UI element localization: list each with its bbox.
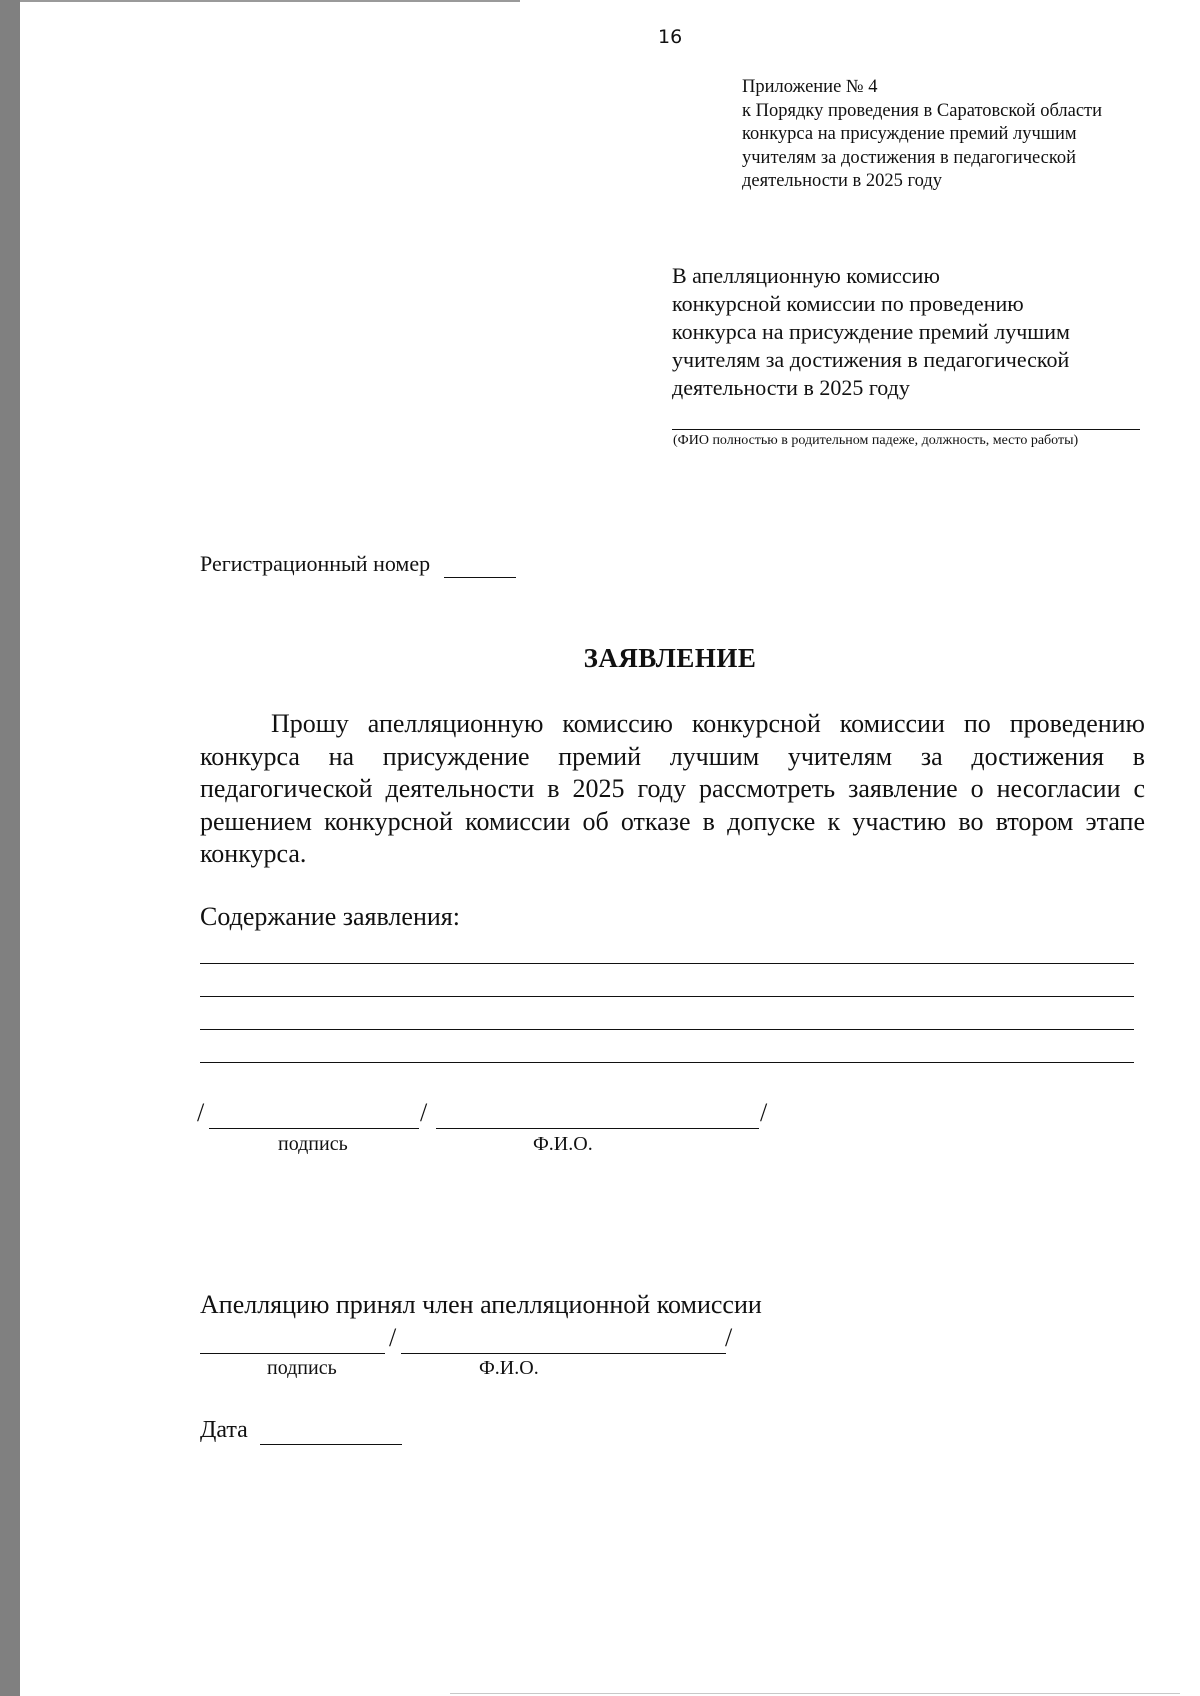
applicant-signature-field[interactable] — [209, 1128, 419, 1129]
slash-separator: / — [725, 1323, 733, 1352]
slash-separator: / — [389, 1323, 397, 1352]
acceptance-label: Апелляцию принял член апелляционной комиссии — [200, 1290, 762, 1319]
acceptance-name-field[interactable] — [401, 1353, 726, 1354]
slash-separator: / — [197, 1098, 205, 1127]
addressee-line: деятельности в 2025 году — [672, 375, 910, 400]
appendix-line: к Порядку проведения в Саратовской области — [742, 100, 1103, 121]
statement-body: Прошу апелляционную комиссию конкурсной комиссии по проведению конкурса на присуждение премий лучшим учителям за достижения в педагогической деятельности в 2025 году рассмотреть заявление о несогласии с решением конкурсной комиссии об отказе в допуске к участию во втором этапе конкурса. — [200, 709, 1145, 868]
addressee-line: конкурсной комиссии по проведению — [672, 291, 1024, 316]
addressee-line: В апелляционную комиссию — [672, 263, 940, 288]
fio-caption: (ФИО полностью в родительном падеже, должность, место работы) — [673, 433, 1079, 448]
addressee-line: учителям за достижения в педагогической — [672, 347, 1070, 372]
content-line-1[interactable] — [200, 963, 1134, 964]
appendix-header — [742, 76, 1182, 194]
appendix-line: деятельности в 2025 году — [742, 171, 943, 191]
date-field[interactable] — [260, 1417, 402, 1445]
addressee-block — [672, 262, 1172, 402]
scan-bottom-edge — [450, 1693, 1180, 1694]
applicant-name-caption: Ф.И.О. — [533, 1133, 593, 1155]
addressee-line: конкурса на присуждение премий лучшим — [672, 319, 1070, 344]
page-number: 16 — [658, 26, 683, 48]
slash-separator: / — [760, 1098, 768, 1127]
registration-number-label: Регистрационный номер — [200, 551, 431, 576]
date-label: Дата — [200, 1417, 248, 1443]
scan-top-edge — [20, 0, 520, 2]
appendix-line: конкурса на присуждение премий лучшим — [742, 124, 1077, 144]
content-line-2[interactable] — [200, 996, 1134, 997]
content-label: Содержание заявления: — [200, 902, 460, 931]
scan-left-margin — [0, 0, 20, 1696]
fio-fill-line[interactable] — [672, 429, 1140, 430]
content-line-3[interactable] — [200, 1029, 1134, 1030]
applicant-signature-caption: подпись — [278, 1133, 348, 1155]
content-line-4[interactable] — [200, 1062, 1134, 1063]
date-row — [200, 1417, 402, 1445]
registration-number-row — [200, 551, 516, 578]
acceptance-signature-caption: подпись — [267, 1357, 337, 1379]
appendix-line: учителям за достижения в педагогической — [742, 147, 1077, 168]
document-title: ЗАЯВЛЕНИЕ — [583, 643, 757, 673]
appendix-line: Приложение № 4 — [742, 77, 878, 97]
applicant-name-field[interactable] — [436, 1128, 759, 1129]
registration-number-field[interactable] — [444, 551, 516, 578]
slash-separator: / — [420, 1098, 428, 1127]
acceptance-name-caption: Ф.И.О. — [479, 1357, 539, 1379]
acceptance-signature-field[interactable] — [200, 1353, 385, 1354]
